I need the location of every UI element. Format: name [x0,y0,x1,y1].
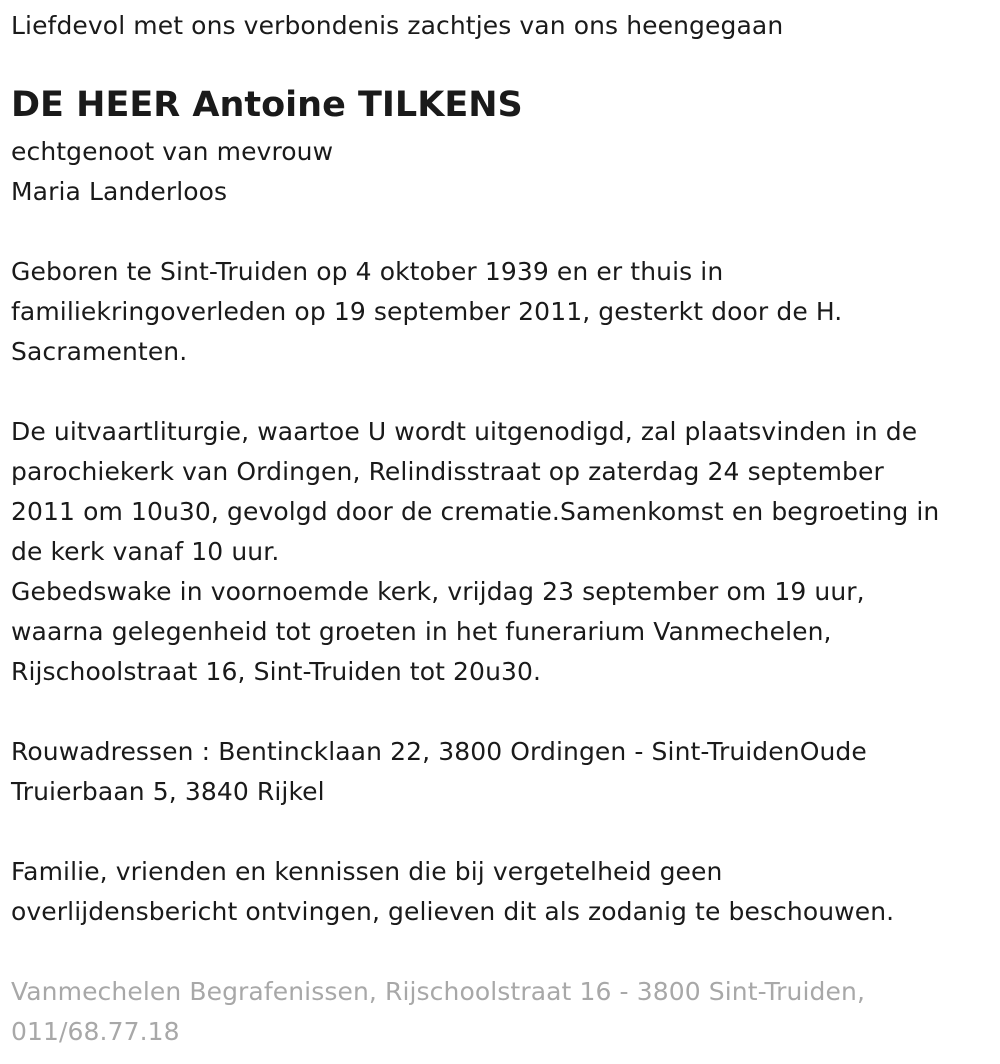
spacer [11,812,991,852]
notice-paragraph [11,852,991,932]
paragraph-line: familiekringoverleden op 19 september 2011, gesterkt door de H. [11,297,843,326]
paragraph-line: de kerk vanaf 10 uur. [11,537,280,566]
birth-death-paragraph [11,252,991,372]
funeral-home-footer [11,972,991,1052]
paragraph-line: Geboren te Sint-Truiden op 4 oktober 1939 en er thuis in [11,257,724,286]
paragraph-line: De uitvaartliturgie, waartoe U wordt uitgenodigd, zal plaatsvinden in de [11,417,918,446]
paragraph-line: 2011 om 10u30, gevolgd door de crematie.Samenkomst en begroeting in [11,497,940,526]
deceased-name: DE HEER Antoine TILKENS [11,85,523,125]
relation-line-1: echtgenoot van mevrouw [11,137,334,166]
addresses-paragraph [11,732,991,812]
paragraph-line: overlijdensbericht ontvingen, gelieven dit als zodanig te beschouwen. [11,897,895,926]
intro-text: Liefdevol met ons verbondenis zachtjes van ons heengegaan [11,11,784,40]
paragraph-line: Rouwadressen : Bentincklaan 22, 3800 Ordingen - Sint-TruidenOude [11,737,867,766]
paragraph-line: Gebedswake in voornoemde kerk, vrijdag 23 september om 19 uur, [11,577,865,606]
spacer [11,212,991,252]
obituary-notice [11,6,991,1052]
spacer [11,692,991,732]
paragraph-line: Rijschoolstraat 16, Sint-Truiden tot 20u30. [11,657,542,686]
paragraph-line: parochiekerk van Ordingen, Relindisstraat op zaterdag 24 september [11,457,884,486]
spacer [11,372,991,412]
paragraph-line: Familie, vrienden en kennissen die bij vergetelheid geen [11,857,723,886]
footer-line: Vanmechelen Begrafenissen, Rijschoolstraat 16 - 3800 Sint-Truiden, [11,977,865,1006]
spacer [11,932,991,972]
footer-phone: 011/68.77.18 [11,1017,180,1046]
funeral-paragraph [11,412,991,692]
paragraph-line: Truierbaan 5, 3840 Rijkel [11,777,325,806]
paragraph-line: waarna gelegenheid tot groeten in het funerarium Vanmechelen, [11,617,832,646]
spouse-name: Maria Landerloos [11,177,228,206]
paragraph-line: Sacramenten. [11,337,188,366]
